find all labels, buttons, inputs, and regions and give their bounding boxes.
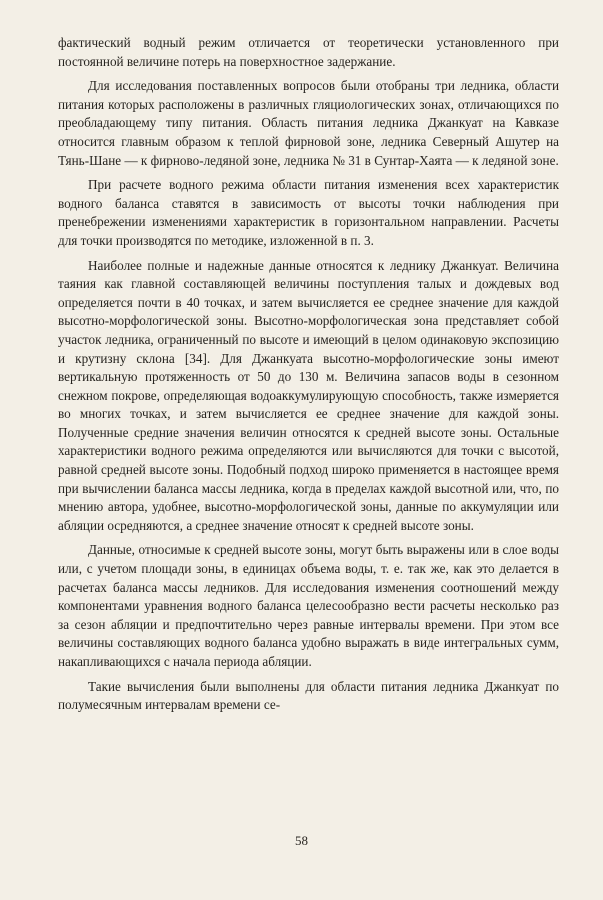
paragraph-calculations: Такие вычисления были выполнены для области питания ледника Джанкуат по полумесячным интервалам времени се- [58,678,559,713]
paragraph-glaciers-selection: Для исследования поставленных вопросов были отобраны три ледника, области питания которых расположены в различных гляциологических зонах, отличающихся по преобладающему типу питания. Область питания ледника Джанкуат на Кавказе относится главным образом к теплой фирновой зоне, ледника Северный Ашутер на Тянь-Шане — к фирново-ледяной зоне, ледника № 31 в Сунтар-Хаята — к ледяной зоне. [58,78,559,168]
page-number: 58 [295,833,308,848]
paragraph-djankuat-data: Наиболее полные и надежные данные относятся к леднику Джанкуат. Величина таяния как главной составляющей величины поступления талых и дождевых вод определяется почти в 40 точках, и затем вычисляется ее среднее значение для каждой высотно-морфологической зоны. Высотно-морфологическая зона представляет собой участок ледника, ограниченный по высоте и имеющий в целом одинаковую экспозицию и крутизну склона [34]. Для Джанкуата высотно-морфологические зоны имеют вертикальную протяженность от 50 до 130 м. Величина запасов воды в сезонном снежном покрове, определяющая водоаккумулирующую способность, также измеряется во многих точках, и затем вычисляется ее среднее значение для каждой зоны. Полученные средние значения величин относятся к средней высоте зоны. Остальные характеристики водного режима определяются или вычисляются для точки с высотой, равной средней высоте зоны. Подобный подход широко применяется в настоящее время при вычислении баланса массы ледника, когда в пределах каждой высотной или, что, по мнению автора, удобнее, высотно-морфологической зоны, данные по аккумуляции или абляции осредняются, а среднее значение относят к средней высоте зоны. [58,257,559,533]
page-body [58,34,559,721]
paragraph-calculation-method: При расчете водного режима области питания изменения всех характеристик водного баланса ставятся в зависимость от высоты точки наблюдения при пренебрежении изменениями характеристик в горизонтальном направлении. Расчеты для точки производятся по методике, изложенной в п. 3. [58,177,559,248]
paragraph-zone-data: Данные, относимые к средней высоте зоны, могут быть выражены или в слое воды или, с учетом площади зоны, в единицах объема воды, т. е. так же, как это делается в расчетах баланса массы ледников. Для исследования изменения соотношений между компонентами уравнения водного баланса целесообразно вести расчеты несколько раз за сезон абляции и предпочтительно через равные интервалы времени. При этом все величины составляющих водного баланса удобно выражать в виде интегральных сумм, накапливающихся с начала периода абляции. [58,542,559,669]
paragraph-continued: фактический водный режим отличается от теоретически установленного при постоянной величине потерь на поверхностное задержание. [58,35,559,69]
